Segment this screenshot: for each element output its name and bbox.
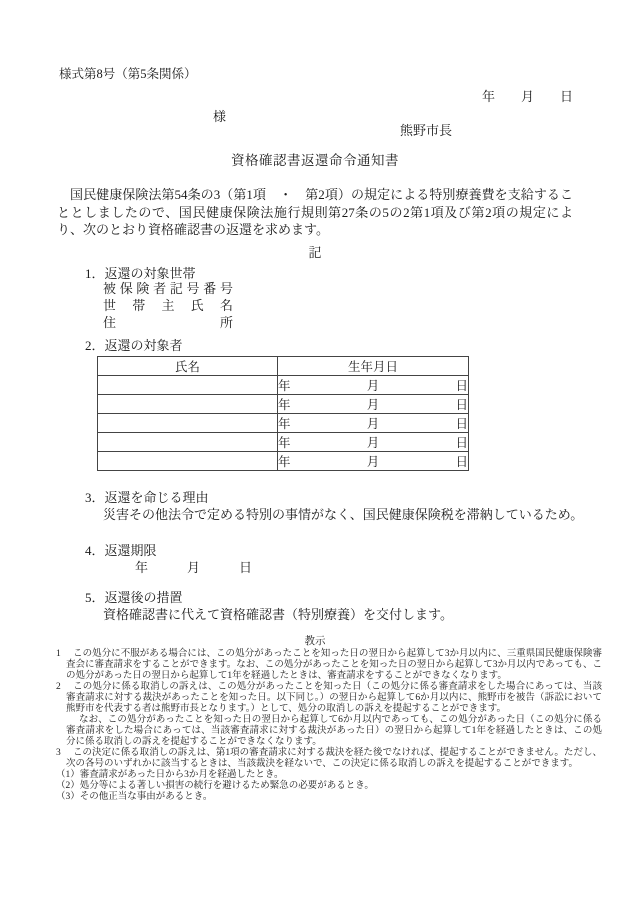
return-deadline-placeholder: 年 月 日 <box>135 560 253 575</box>
birthdate-column-header: 生年月日 <box>278 357 469 376</box>
year-unit: 年 <box>278 398 291 412</box>
month-unit: 月 <box>366 455 380 469</box>
notice-item-1 <box>56 649 602 682</box>
table-row <box>98 395 469 414</box>
notice-item-2 <box>56 682 602 715</box>
record-marker: 記 <box>308 245 322 260</box>
day-unit: 日 <box>455 379 468 393</box>
section5-measure: 資格確認書に代えて資格確認書（特別療養）を交付します。 <box>103 607 453 622</box>
birthdate-cell <box>278 452 469 471</box>
section2-heading: 2．返還の対象者 <box>85 338 183 353</box>
section3-heading: 3．返還を命じる理由 <box>85 490 209 505</box>
householder-name-label: 世帯主氏名 <box>103 298 233 313</box>
year-unit: 年 <box>278 436 291 450</box>
main-paragraph: 国民健康保険法第54条の3（第1項 ・ 第2項）の規定による特別療養費を支給することとしましたので、国民健康保険法施行規則第27条の5の2第1項及び第2項の規定により、次のとおり資格確認書の返還を求めます。 <box>57 187 573 237</box>
name-cell-empty <box>98 433 278 452</box>
name-cell-empty <box>98 395 278 414</box>
table-row <box>98 414 469 433</box>
notice-subitem-1: （1）審査請求があった日から3か月を経過したとき。 <box>56 770 284 780</box>
birthdate-cell <box>278 414 469 433</box>
notice-items <box>56 649 602 803</box>
name-cell-empty <box>98 376 278 395</box>
table-header-row <box>98 357 469 376</box>
insured-symbol-number-label: 被保険者記号番号 <box>103 281 233 296</box>
day-unit: 日 <box>455 455 468 469</box>
notice-title: 教示 <box>304 636 326 647</box>
month-unit: 月 <box>366 379 380 393</box>
notice-item-text: この処分に不服がある場合には、この処分があったことを知った日の翌日から起算して3か月以内に、三重県国民健康保険審査会に審査請求をすることができます。なお、この処分があったことを知った日の翌日から起算して3か月以内であっても、この処分があった日の翌日から起算して1年を経過したときは、審査請求をすることができなくなります。 <box>66 649 602 681</box>
month-unit: 月 <box>366 398 380 412</box>
notice-item-3 <box>56 748 602 770</box>
notice-item-text: この処分に係る取消しの訴えは、この処分があったことを知った日（この処分に係る審査請求をした場合にあっては、当該審査請求に対する裁決があったことを知った日。以下同じ。）の翌日から起算して6か月以内に、熊野市を被告（訴訟において熊野市を代表する者は熊野市長となります。）として、処分の取消しの訴えを提起することができます。 <box>66 682 602 714</box>
issuer-mayor: 熊野市長 <box>400 123 453 138</box>
notice-item-number: 1 <box>56 649 61 659</box>
section4-heading: 4．返還期限 <box>85 543 157 558</box>
notice-item-text: この決定に係る取消しの訴えは、第1項の審査請求に対する裁決を経た後でなければ、提起することができません。ただし、次の各号のいずれかに該当するときは、当該裁決を経ないで、この決定に係る取消しの訴えを提起することができます。 <box>66 748 602 769</box>
name-column-header: 氏名 <box>98 357 278 376</box>
section1-labels <box>103 280 233 331</box>
birthdate-cell <box>278 395 469 414</box>
address-label: 住所 <box>103 315 233 330</box>
table-row <box>98 452 469 471</box>
year-unit: 年 <box>278 455 291 469</box>
year-unit: 年 <box>278 379 291 393</box>
month-unit: 月 <box>366 417 380 431</box>
day-unit: 日 <box>455 417 468 431</box>
section5-heading: 5．返還後の措置 <box>85 590 183 605</box>
notice-subitem-3: （3）その他正当な事由があるとき。 <box>56 792 213 802</box>
notice-item-number: 3 <box>56 748 61 758</box>
day-unit: 日 <box>455 398 468 412</box>
addressee-suffix: 様 <box>213 109 227 124</box>
name-cell-empty <box>98 414 278 433</box>
table-row <box>98 376 469 395</box>
notice-item-number: 2 <box>56 682 61 692</box>
name-cell-empty <box>98 452 278 471</box>
section1-heading: 1．返還の対象世帯 <box>85 266 196 281</box>
month-unit: 月 <box>366 436 380 450</box>
year-unit: 年 <box>278 417 291 431</box>
notice-item-2-continuation: なお、この処分があったことを知った日の翌日から起算して6か月以内であっても、この処分があった日（この処分に係る審査請求をした場合にあっては、当該審査請求に対する裁決があった日）の翌日から起算して1年を経過したときは、この処分に係る取消しの訴えを提起することができなくなります。 <box>66 715 602 747</box>
form-number: 様式第8号（第5条関係） <box>59 67 197 81</box>
birthdate-cell <box>278 376 469 395</box>
notice-subitem-2: （2）処分等による著しい損害の続行を避けるため緊急の必要があるとき。 <box>56 781 374 791</box>
day-unit: 日 <box>455 436 468 450</box>
returnees-table <box>97 356 469 471</box>
birthdate-cell <box>278 433 469 452</box>
table-row <box>98 433 469 452</box>
document-title: 資格確認書返還命令通知書 <box>231 153 399 168</box>
section3-reason: 災害その他法令で定める特別の事情がなく、国民健康保険税を滞納しているため。 <box>103 507 584 522</box>
issue-date-placeholder: 年 月 日 <box>481 89 573 104</box>
